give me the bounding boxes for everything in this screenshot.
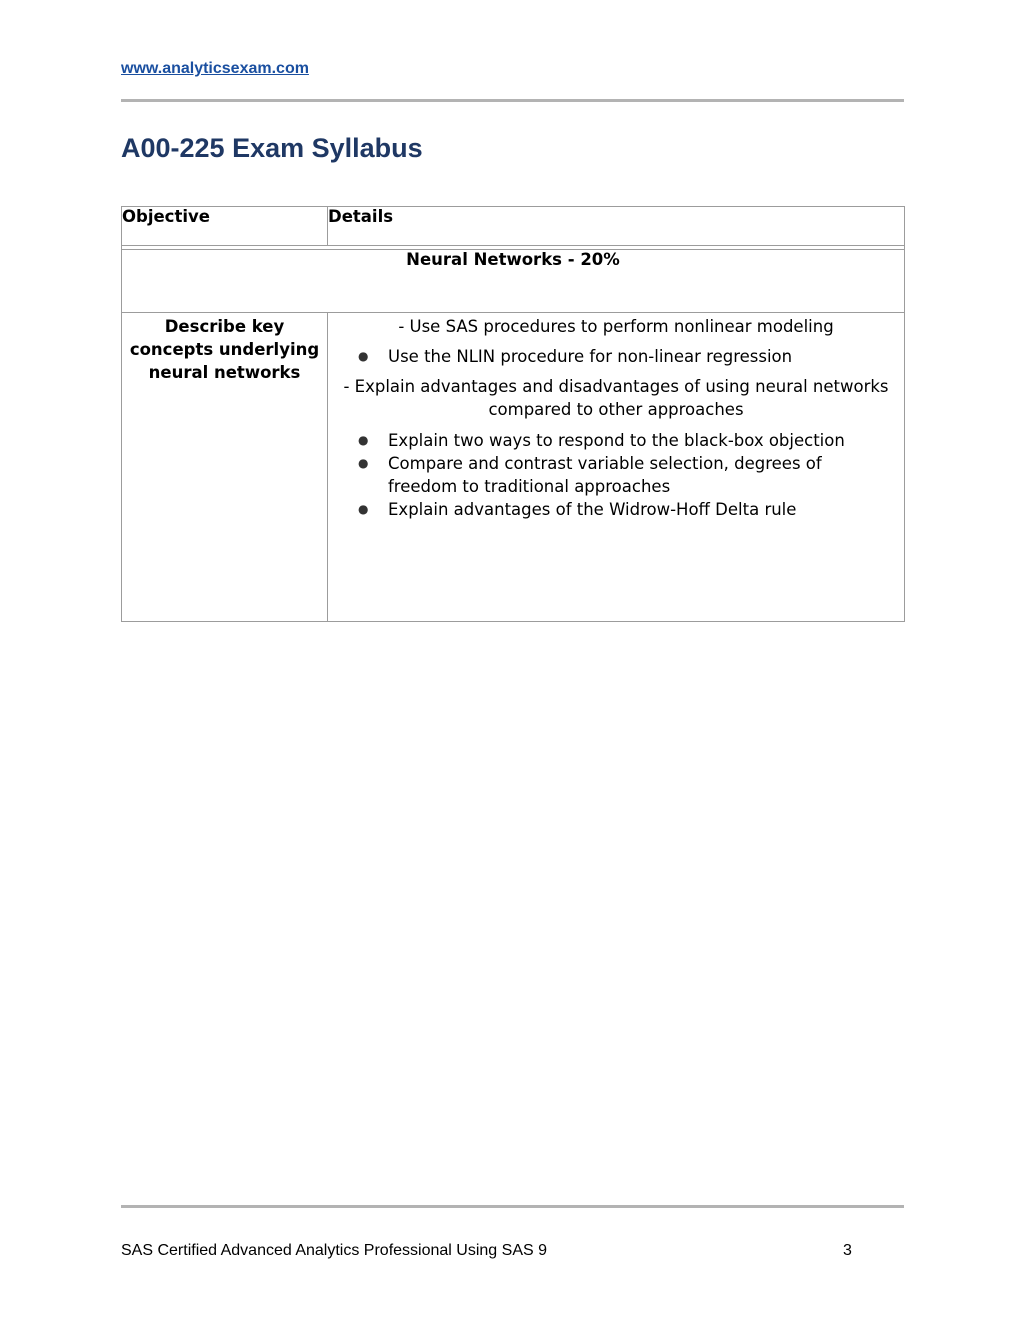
section-row bbox=[122, 250, 905, 313]
detail-bullet-list bbox=[328, 429, 904, 521]
header-divider bbox=[121, 99, 904, 102]
site-link[interactable]: www.analyticsexam.com bbox=[121, 60, 309, 77]
table-row bbox=[122, 313, 905, 622]
bullet-icon: ● bbox=[358, 433, 369, 447]
details-cell bbox=[328, 313, 905, 622]
list-item: ● Explain two ways to respond to the black-box objection bbox=[358, 431, 845, 450]
footer-divider bbox=[121, 1205, 904, 1208]
table-header-row bbox=[122, 207, 905, 246]
detail-heading: - Explain advantages and disadvantages of using neural networks compared to other approaches bbox=[343, 377, 889, 419]
list-item: ● Explain advantages of the Widrow-Hoff Delta rule bbox=[358, 500, 797, 519]
column-header-details: Details bbox=[328, 207, 905, 246]
footer-text: SAS Certified Advanced Analytics Professional Using SAS 9 bbox=[121, 1242, 547, 1259]
bullet-icon: ● bbox=[358, 349, 369, 363]
page-number: 3 bbox=[843, 1242, 852, 1259]
column-header-objective: Objective bbox=[122, 207, 328, 246]
page-title: A00-225 Exam Syllabus bbox=[121, 133, 423, 163]
syllabus-table bbox=[121, 206, 905, 622]
detail-heading: - Use SAS procedures to perform nonlinear modeling bbox=[398, 317, 834, 336]
list-item: ● Compare and contrast variable selection, degrees of freedom to traditional approaches bbox=[358, 454, 822, 496]
bullet-icon: ● bbox=[358, 502, 369, 516]
list-item: ● Use the NLIN procedure for non-linear regression bbox=[358, 347, 793, 366]
objective-cell: Describe key concepts underlying neural networks bbox=[122, 313, 328, 622]
bullet-icon: ● bbox=[358, 456, 369, 470]
section-heading: Neural Networks - 20% bbox=[122, 250, 905, 313]
detail-bullet-list bbox=[328, 345, 904, 368]
